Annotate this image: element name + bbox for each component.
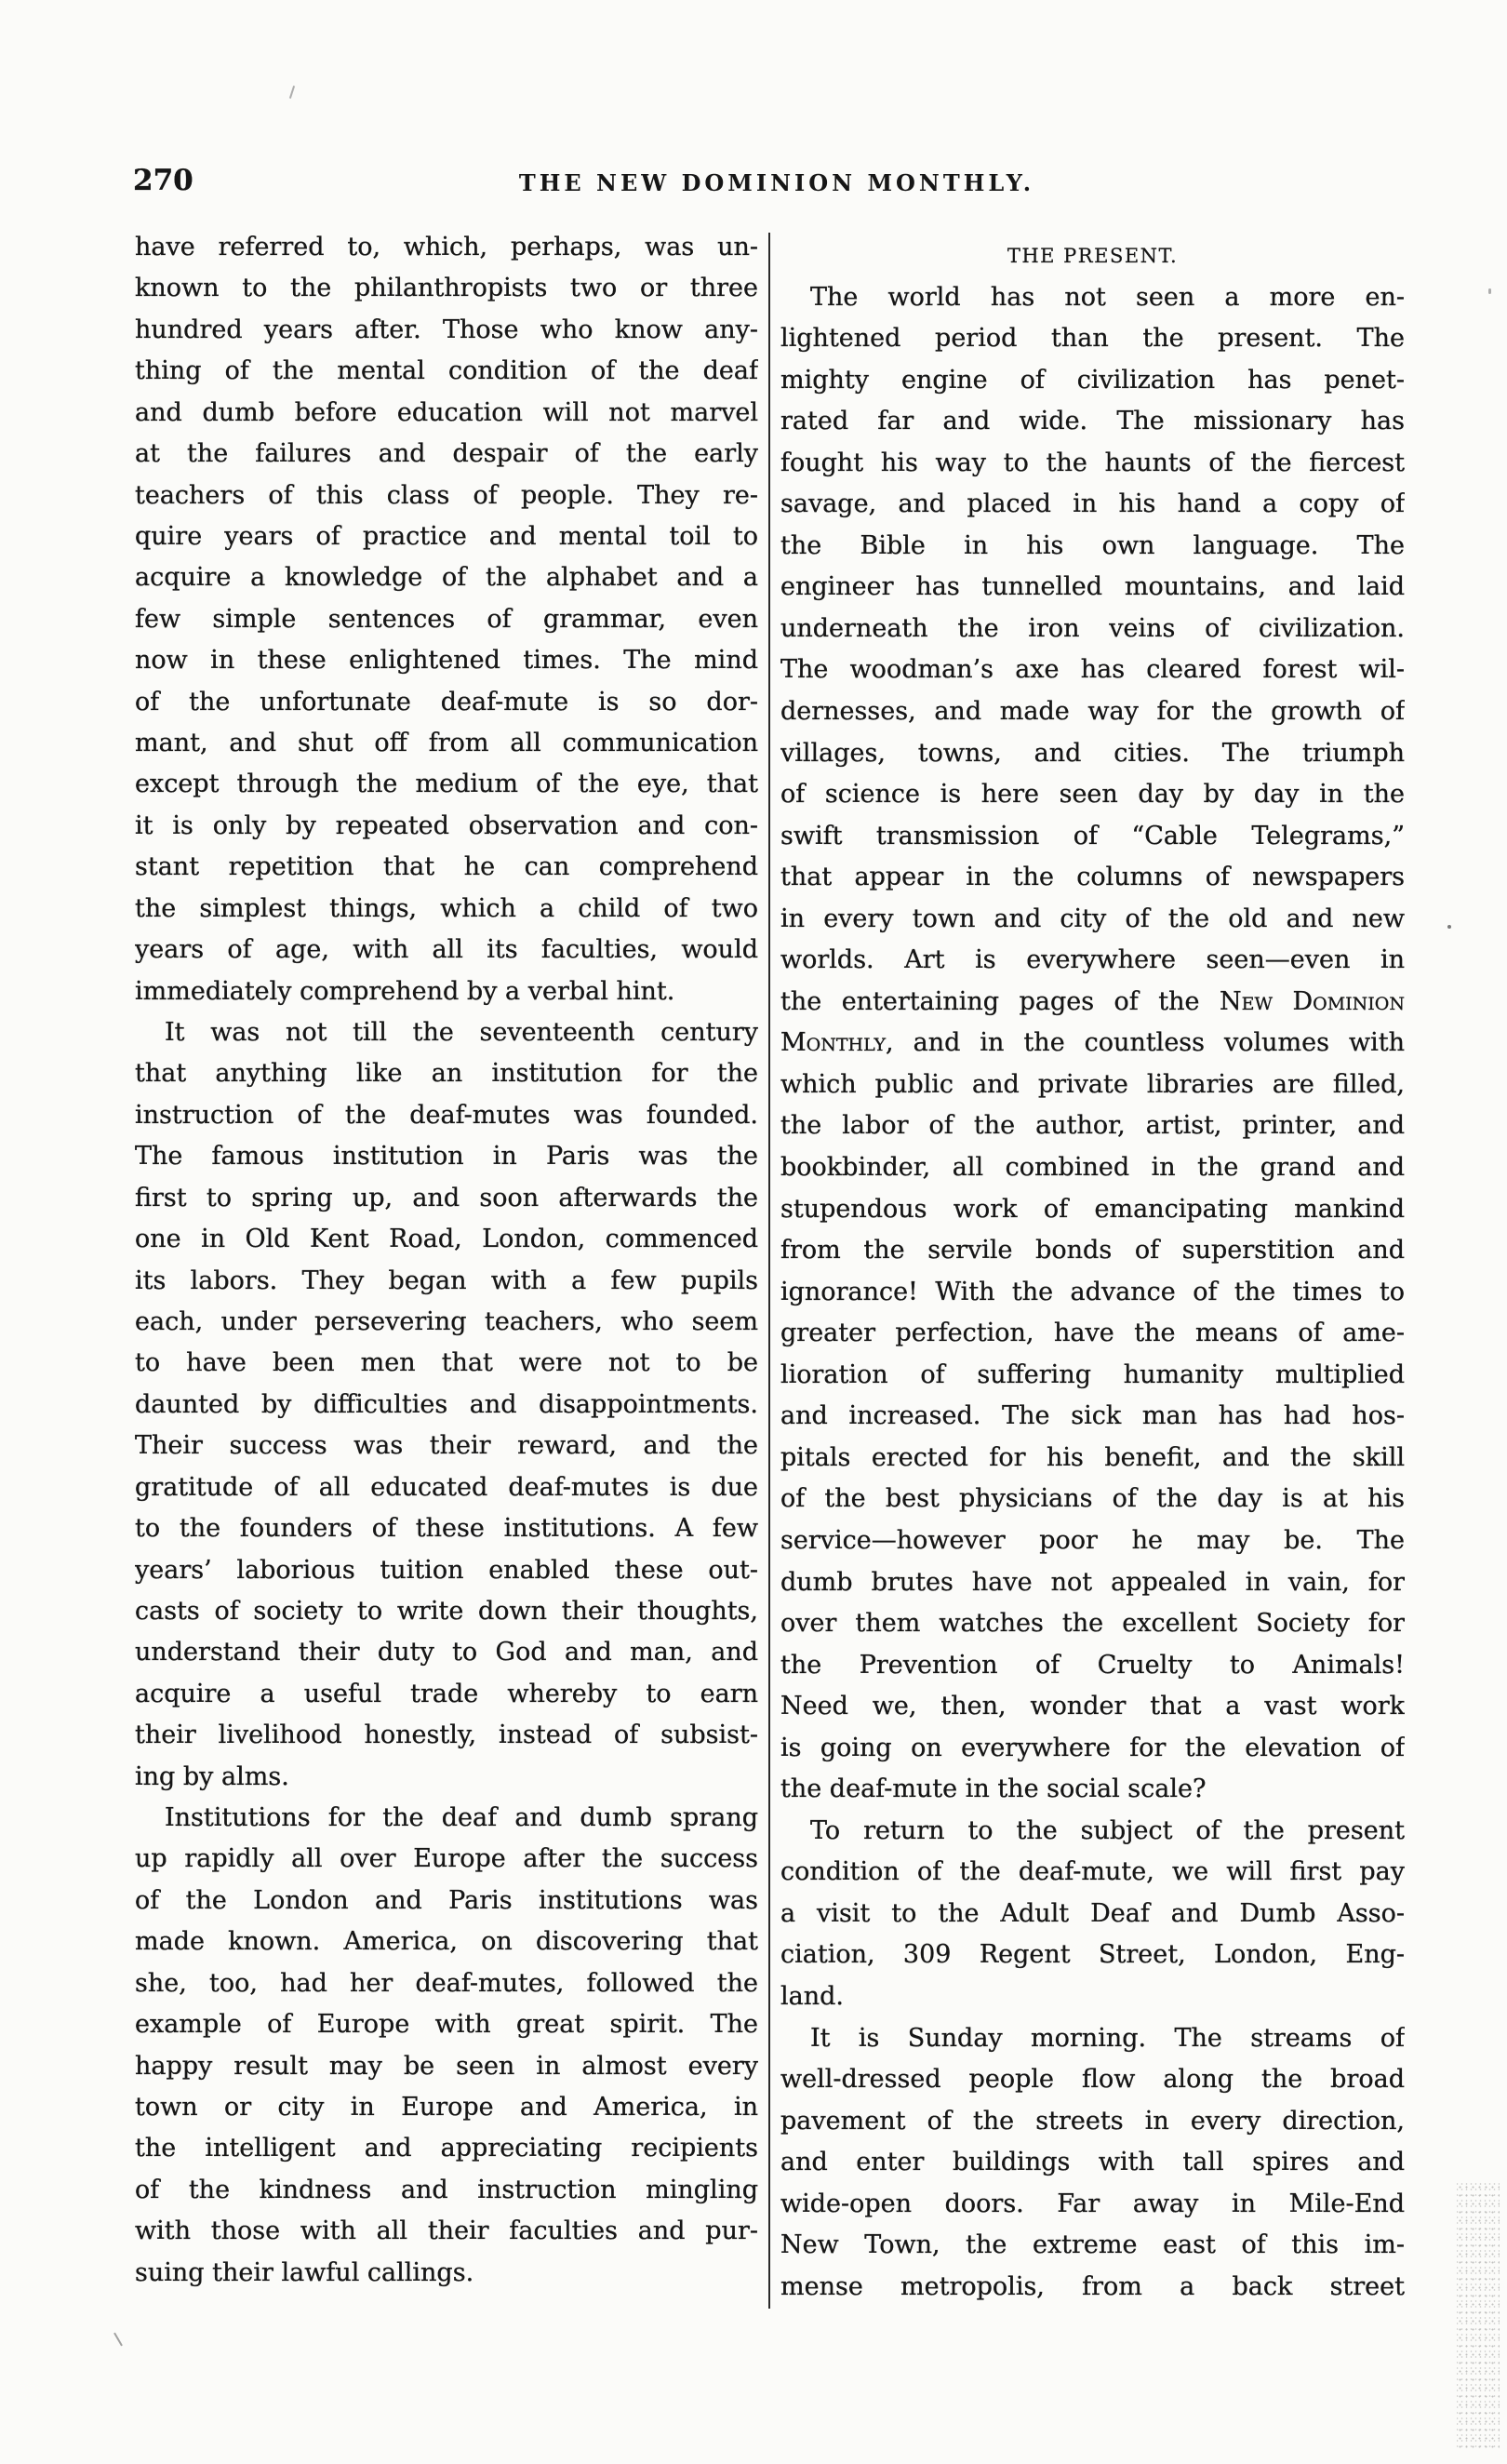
text-line: from the servile bonds of superstition and: [780, 1236, 1405, 1265]
text-line: New Town, the extreme east of this im-: [780, 2230, 1405, 2260]
text-line: except through the medium of the eye, that: [135, 770, 758, 799]
text-line: service—however poor he may be. The: [780, 1525, 1405, 1555]
scan-speck: [289, 86, 295, 99]
text-line: well-dressed people flow along the broad: [780, 2065, 1405, 2095]
right-column: [780, 235, 1405, 2308]
text-line: that anything like an institution for the: [135, 1059, 758, 1089]
text-line: fought his way to the haunts of the fiercest: [780, 448, 1405, 477]
text-line: teachers of this class of people. They re-: [135, 480, 758, 510]
paragraph: [780, 2018, 1405, 2309]
text-line: the Prevention of Cruelty to Animals!: [780, 1650, 1405, 1680]
text-line: Monthly, and in the countless volumes with: [780, 1028, 1405, 1058]
text-line: immediately comprehend by a verbal hint.: [135, 976, 675, 1006]
text-line: the deaf-mute in the social scale?: [780, 1774, 1207, 1804]
text-line: the entertaining pages of the New Dominion: [780, 986, 1405, 1016]
text-line: ciation, 309 Regent Street, London, Eng-: [780, 1940, 1405, 1970]
text-line: up rapidly all over Europe after the success: [135, 1844, 758, 1874]
running-title: THE NEW DOMINION MONTHLY.: [518, 169, 1035, 196]
text-line: stupendous work of emancipating mankind: [780, 1194, 1405, 1224]
text-line: and increased. The sick man has had hos-: [780, 1401, 1405, 1431]
text-line: thing of the mental condition of the deaf: [135, 356, 758, 386]
text-line: now in these enlightened times. The mind: [135, 646, 758, 676]
text-line: acquire a knowledge of the alphabet and a: [135, 563, 758, 593]
text-line: The world has not seen a more en-: [810, 282, 1405, 312]
text-line: to have been men that were not to be: [135, 1348, 758, 1378]
text-line: years’ laborious tuition enabled these out-: [135, 1555, 758, 1585]
text-line: happy result may be seen in almost every: [135, 2051, 758, 2081]
text-line: of science is here seen day by day in the: [780, 780, 1405, 810]
section-heading: THE PRESENT.: [1007, 245, 1179, 267]
text-line: town or city in Europe and America, in: [135, 2092, 758, 2122]
text-line: have referred to, which, perhaps, was un-: [135, 233, 758, 261]
text-line: their livelihood honestly, instead of subsist-: [135, 1721, 758, 1750]
left-column: [135, 227, 758, 2294]
text-line: the labor of the author, artist, printer, and: [780, 1111, 1405, 1141]
text-line: wide-open doors. Far away in Mile-End: [780, 2189, 1405, 2218]
text-line: example of Europe with great spirit. The: [135, 2010, 758, 2040]
magazine-title-small-caps: Monthly: [780, 1028, 887, 1058]
text-line: mense metropolis, from a back street: [780, 2271, 1405, 2301]
text-line: dernesses, and made way for the growth of: [780, 697, 1405, 727]
text-line: Institutions for the deaf and dumb sprang: [165, 1803, 758, 1833]
text-line: worlds. Art is everywhere seen—even in: [780, 945, 1405, 975]
text-line: of the London and Paris institutions was: [135, 1885, 758, 1915]
text-line: over them watches the excellent Society for: [780, 1609, 1405, 1639]
text-line: quire years of practice and mental toil to: [135, 521, 758, 551]
text-line: few simple sentences of grammar, even: [135, 604, 758, 634]
text-line: villages, towns, and cities. The triumph: [780, 738, 1405, 768]
text-line: The famous institution in Paris was the: [135, 1142, 758, 1172]
text-line: pavement of the streets in every direction,: [780, 2106, 1405, 2136]
paragraph: [135, 227, 758, 1012]
text-line: To return to the subject of the present: [810, 1815, 1405, 1845]
text-line: of the best physicians of the day is at his: [780, 1484, 1405, 1514]
text-line: at the failures and despair of the early: [135, 439, 758, 469]
text-line: greater perfection, have the means of ame-: [780, 1319, 1405, 1348]
text-line: ignorance! With the advance of the times to: [780, 1277, 1405, 1306]
text-line: rated far and wide. The missionary has: [780, 407, 1405, 436]
text-line: in every town and city of the old and new: [780, 904, 1405, 933]
text-line: gratitude of all educated deaf-mutes is due: [135, 1472, 758, 1502]
text-line: the intelligent and appreciating recipients: [135, 2134, 758, 2163]
text-line: swift transmission of “Cable Telegrams,”: [780, 821, 1405, 850]
text-line: made known. America, on discovering that: [135, 1927, 758, 1957]
text-line: stant repetition that he can comprehend: [135, 852, 758, 882]
paragraph: [780, 1811, 1405, 2018]
text-line: It was not till the seventeenth century: [165, 1018, 758, 1048]
text-line: Their success was their reward, and the: [135, 1431, 758, 1461]
paragraph: [780, 277, 1405, 1811]
page-number: 270: [133, 164, 193, 197]
text-line: It is Sunday morning. The streams of: [810, 2023, 1405, 2053]
text-line: The woodman’s axe has cleared forest wil-: [780, 655, 1405, 685]
text-line: ing by alms.: [135, 1761, 289, 1791]
text-line: first to spring up, and soon afterwards the: [135, 1183, 758, 1212]
scan-speck: [1488, 288, 1491, 294]
text-line: and enter buildings with tall spires and: [780, 2148, 1405, 2177]
text-line: the simplest things, which a child of two: [135, 893, 758, 923]
text-line: savage, and placed in his hand a copy of: [780, 489, 1405, 519]
text-line: to the founders of these institutions. A few: [135, 1514, 758, 1544]
text-line: engineer has tunnelled mountains, and laid: [780, 572, 1405, 602]
text-line: one in Old Kent Road, London, commenced: [135, 1225, 758, 1254]
text-line: of the kindness and instruction mingling: [135, 2175, 758, 2204]
text-line: its labors. They began with a few pupils: [135, 1265, 758, 1295]
column-rule: [768, 233, 770, 2309]
text-line: mant, and shut off from all communication: [135, 729, 758, 758]
text-line: underneath the iron veins of civilization.: [780, 613, 1405, 643]
text-line: casts of society to write down their thoughts,: [135, 1596, 758, 1626]
text-line: lioration of suffering humanity multiplied: [780, 1359, 1405, 1389]
text-line: it is only by repeated observation and con-: [135, 810, 758, 840]
text-line: suing their lawful callings.: [135, 2257, 474, 2287]
text-line: she, too, had her deaf-mutes, followed the: [135, 1968, 758, 1998]
text-line: Need we, then, wonder that a vast work: [780, 1692, 1405, 1721]
text-line: understand their duty to God and man, and: [135, 1638, 758, 1667]
text-line: dumb brutes have not appealed in vain, for: [780, 1567, 1405, 1597]
text-line: condition of the deaf-mute, we will first pay: [780, 1857, 1405, 1887]
text-line: is going on everywhere for the elevation of: [780, 1733, 1405, 1762]
text-line: a visit to the Adult Deaf and Dumb Asso-: [780, 1898, 1405, 1928]
text-line: known to the philanthropists two or three: [135, 274, 758, 303]
paragraph: [135, 1012, 758, 1798]
scan-edge-noise: [1457, 2183, 1500, 2449]
paragraph: [135, 1798, 758, 2294]
text-line: years of age, with all its faculties, would: [135, 935, 758, 965]
text-line: bookbinder, all combined in the grand and: [780, 1153, 1405, 1183]
text-line: land.: [780, 1981, 844, 2011]
text-line: pitals erected for his benefit, and the skill: [780, 1442, 1405, 1472]
text-line: each, under persevering teachers, who seem: [135, 1306, 758, 1336]
text-line: of the unfortunate deaf-mute is so dor-: [135, 687, 758, 716]
text-line: the Bible in his own language. The: [780, 530, 1405, 560]
text-line: hundred years after. Those who know any-: [135, 315, 758, 344]
text-line: and dumb before education will not marvel: [135, 397, 758, 427]
text-line: instruction of the deaf-mutes was founded.: [135, 1100, 758, 1130]
text-line: mighty engine of civilization has penet-: [780, 365, 1405, 395]
text-line: which public and private libraries are filled,: [780, 1069, 1405, 1099]
scan-speck: [113, 2333, 123, 2347]
magazine-title-small-caps: New Dominion: [1219, 986, 1405, 1016]
text-line: daunted by difficulties and disappointments.: [135, 1389, 758, 1419]
text-line: that appear in the columns of newspapers: [780, 863, 1405, 892]
text-line: acquire a useful trade whereby to earn: [135, 1679, 758, 1708]
text-line: lightened period than the present. The: [780, 324, 1405, 354]
text-line: with those with all their faculties and pur-: [135, 2216, 758, 2246]
scan-speck: [1447, 925, 1451, 929]
